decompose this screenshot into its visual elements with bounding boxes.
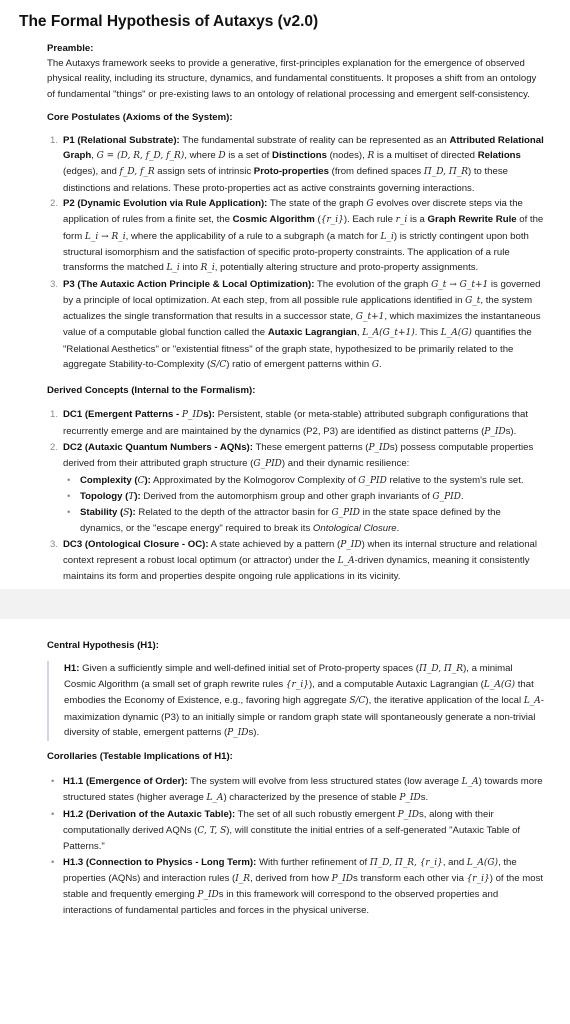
bullet-icon: • — [51, 856, 55, 868]
hypothesis-text: H1: Given a sufficiently simple and well-defined initial set of Proto-property spaces (Π_D, Π_R), a minimal Cosmic Algorithm (a small set of graph rewrite rules {r_i}), and a computable Autaxic Lagrangian (L_A(G) that embodies the Economy of Existence, e.g., favoring high aggregate S/C), the iterative application of the local L_A-maximization dynamic (P3) to an initially simple or random graph state will spontaneously generate a non-trivial diversity of stable, emergent patterns (P_IDs). — [64, 662, 544, 738]
preamble-heading: Preamble: — [47, 43, 94, 54]
derived-dc3: 3. DC3 (Ontological Closure - OC): A state achieved by a pattern (P_ID) when its internal structure and relational context represent a robust local optimum (or attractor) under the L_A-driven dynamics, meaning it consistently maintains its form and properties despite ongoing rule applications in its vicinity. — [50, 538, 538, 583]
bullet-icon: • — [67, 507, 71, 519]
p3-label: P3 (The Autaxic Action Principle & Local Optimization): — [63, 278, 315, 290]
corollaries-list — [47, 774, 544, 919]
p1-label: P1 (Relational Substrate): — [63, 134, 180, 146]
dc2-label: DC2 (Autaxic Quantum Numbers - AQNs): — [63, 441, 253, 453]
corollary-h1-3: • H1.3 (Connection to Physics - Long Term): With further refinement of Π_D, Π_R, {r_i}, and L_A(G), the properties (AQNs) and interaction rules (I_R, derived from how P_IDs transform each other via {r_i}) of the most stable and frequently emerging P_IDs in this framework will correspond to the observed properties and interactions of fundamental particles and forces in the physical universe. — [51, 856, 544, 917]
dc3-label: DC3 (Ontological Closure - OC): — [63, 538, 209, 550]
list-number: 2. — [50, 441, 59, 453]
aqn-complexity: • Complexity (C): Approximated by the Kolmogorov Complexity of G_PID relative to the system's rule set. — [63, 473, 544, 489]
list-number: 3. — [50, 538, 59, 550]
dc1-label: DC1 (Emergent Patterns - — [63, 409, 182, 421]
corollaries-heading: Corollaries (Testable Implications of H1): — [47, 751, 233, 763]
document-bottom-card — [0, 619, 570, 919]
aqn-stability: • Stability (S): Related to the depth of the attractor basin for G_PID in the state space defined by the dynamics, or the "escape energy" required to break its Ontological Closure. — [67, 507, 501, 535]
bullet-icon: • — [51, 776, 55, 788]
derived-dc1: 1. DC1 (Emergent Patterns - P_IDs): Persistent, stable (or meta-stable) attributed subgraph configurations that recurrently emerge and are maintained by the dynamics (P2, P3) are identified as distinct patterns (P_IDs). — [50, 409, 528, 437]
list-number: 1. — [50, 409, 59, 421]
list-number: 3. — [50, 278, 59, 290]
bullet-icon: • — [67, 474, 71, 486]
preamble-text: The Autaxys framework seeks to provide a generative, first-principles explanation for the emergence of observed physical reality, including its structure, dynamics, and fundamental constituents. It proposes a shift from an ontology of fundamental "things" or pre-existing laws to an ontology of relational processing and emergent self-consistency. — [47, 58, 537, 100]
list-number: 2. — [50, 198, 59, 210]
p2-label: P2 (Dynamic Evolution via Rule Application): — [63, 198, 268, 210]
bullet-icon: • — [51, 808, 55, 820]
aqn-sublist — [63, 473, 544, 537]
central-hypothesis-heading: Central Hypothesis (H1): — [47, 639, 159, 651]
postulates-list — [47, 133, 544, 373]
page-title: The Formal Hypothesis of Autaxys (v2.0) — [19, 13, 319, 30]
list-number: 1. — [50, 134, 59, 146]
section-divider — [0, 589, 570, 619]
postulate-p1: 1. P1 (Relational Substrate): The fundamental substrate of reality can be represented as an Attributed Relational Graph, G = (D, R, f_D, f_R), where D is a set of Distinctions (nodes), R is a multiset of directed Relations (edges), and f_D, f_R assign sets of intrinsic Proto-properties (from defined spaces Π_D, Π_R) to these distinctions and relations. These proto-properties act as active constraints governing interactions. — [50, 134, 544, 194]
bullet-icon: • — [67, 490, 71, 502]
derived-list — [47, 407, 544, 584]
corollary-h1-1: • H1.1 (Emergence of Order): The system will evolve from less structured states (low average L_A) towards more structured states (higher average L_A) characterized by the presence of stable P_IDs. — [51, 776, 543, 804]
derived-dc2: 2. DC2 (Autaxic Quantum Numbers - AQNs): These emergent patterns (P_IDs) possess computable properties derived from their attributed graph structure (G_PID) and their dynamic resilience: • Complexity (C): Approximated by the Kolmogorov Complexity of G_PID relative to the system's rule set. • Topology (T): Derived from the automorphism group and other graph invariants of G_PID. • Stability (S): Related to the depth of the attractor basin for G_PID in the state space defined by the dynamics, or the "escape energy" required to break its Ontological Closure. — [47, 440, 544, 537]
postulate-p3: 3. P3 (The Autaxic Action Principle & Local Optimization): The evolution of the graph G_t → G_t+1 is governed by a principle of local optimization. At each step, from all possible rule applications identified in G_t, the system actualizes the single transformation that results in a successor state, G_t+1, which maximizes the instantaneous value of a computable global function called the Autaxic Lagrangian, L_A(G_t+1). This L_A(G) quantifies the "Relational Aesthetics" or "existential fitness" of the graph state, hypothesized to be primarily related to the aggregate Stability-to-Complexity (S/C) ratio of emergent patterns within G. — [50, 278, 541, 371]
postulates-heading: Core Postulates (Axioms of the System): — [47, 111, 233, 123]
postulate-p2: 2. P2 (Dynamic Evolution via Rule Application): The state of the graph G evolves over discrete steps via the application of rules from a finite set, the Cosmic Algorithm ({r_i}). Each rule r_i is a Graph Rewrite Rule of the form L_i → R_i, where the applicability of a rule to a subgraph (a match for L_i) is strictly contingent upon both structural isomorphism and the satisfaction of specific proto-property constraints. The application of a rule transforms the matched L_i into R_i, potentially altering structure and proto-property assignments. — [50, 198, 544, 274]
aqn-topology: • Topology (T): Derived from the automorphism group and other graph invariants of G_PID. — [63, 489, 544, 505]
derived-heading: Derived Concepts (Internal to the Formalism): — [47, 385, 256, 397]
hypothesis-blockquote — [47, 661, 544, 741]
corollary-h1-2: • H1.2 (Derivation of the Autaxic Table): The set of all such robustly emergent P_IDs, along with their computationally derived AQNs (C, T, S), will constitute the initial entries of a self-generated "Autaxic Table of Patterns." — [51, 808, 521, 853]
